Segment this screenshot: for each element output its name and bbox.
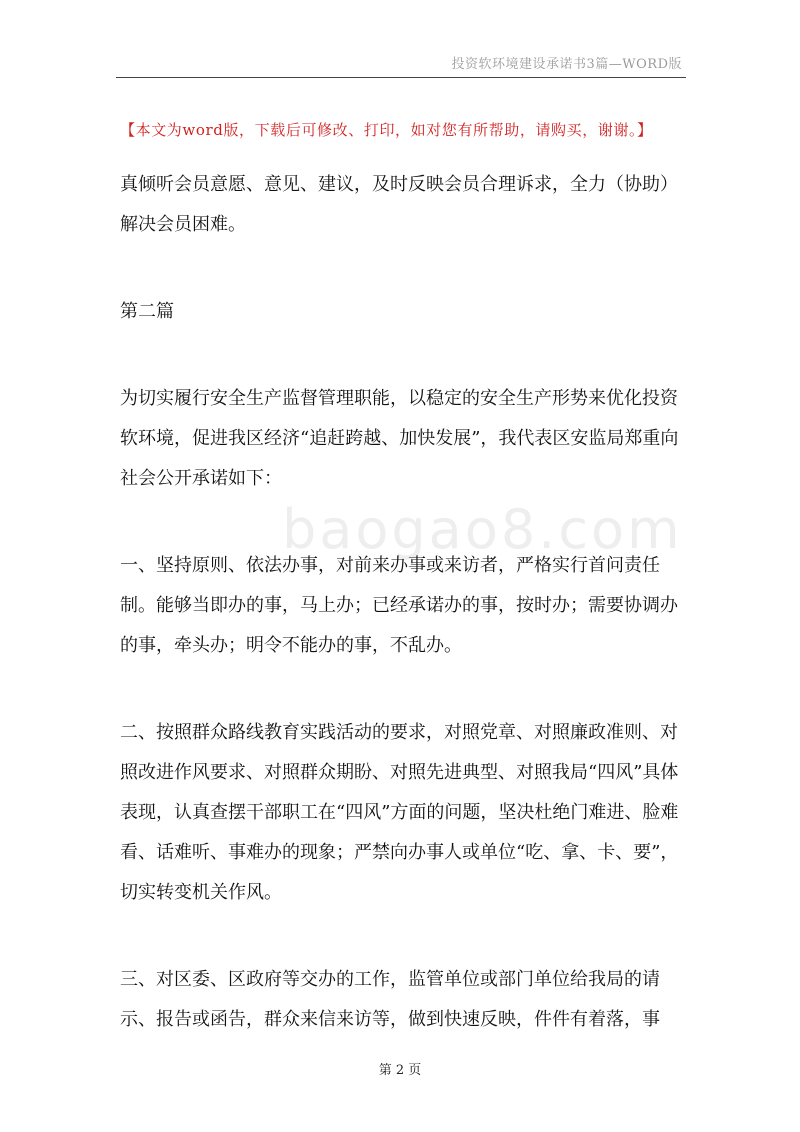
document-body [120, 165, 682, 1087]
download-notice: 【本文为word版，下载后可修改、打印，如对您有所帮助，请购买，谢谢。】 [120, 121, 653, 139]
paragraph-continuation: 真倾听会员意愿、意见、建议，及时反映会员合理诉求，全力（协助）解决会员困难。 [120, 174, 678, 235]
watermark: baogao8.com [282, 498, 683, 561]
paragraph-item-1: 一、坚持原则、依法办事，对前来办事或来访者，严格实行首问责任制。能够当即办的事，马上办；已经承诺办的事，按时办；需要协调办的事，牵头办；明令不能办的事，不乱办。 [120, 555, 678, 656]
page-number: 第 2 页 [378, 1063, 422, 1078]
paragraph-item-3: 三、对区委、区政府等交办的工作，监管单位或部门单位给我局的请示、报告或函告，群众来信来访等，做到快速反映，件件有着落，事 [120, 969, 660, 1030]
header-title: 投资软环境建设承诺书3篇—WORD版 [451, 57, 682, 72]
paragraph-item-2: 二、按照群众路线教育实践活动的要求，对照党章、对照廉政准则、对照改进作风要求、对照群众期盼、对照先进典型、对照我局“四风”具体表现，认真查摆干部职工在“四风”方面的问题，坚决杜绝门难进、脸难看、话难听、事难办的现象；严禁向办事人或单位“吃、拿、卡、要”，切实转变机关作风。 [120, 722, 679, 903]
header-divider [116, 77, 686, 78]
paragraph-intro: 为切实履行安全生产监督管理职能，以稳定的安全生产形势来优化投资软环境，促进我区经济“追赶跨越、加快发展”，我代表区安监局郑重向社会公开承诺如下： [120, 388, 679, 489]
section-heading: 第二篇 [120, 301, 174, 322]
